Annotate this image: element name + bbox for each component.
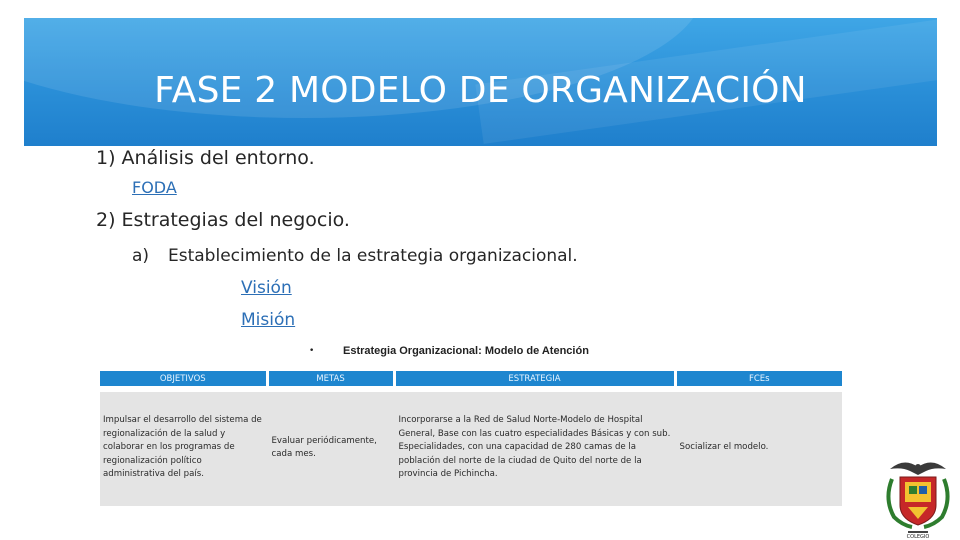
header-metas: METAS [267, 371, 394, 386]
logo-divider [908, 531, 928, 533]
school-logo [878, 455, 958, 540]
slide-title: FASE 2 MODELO DE ORGANIZACIÓN [154, 70, 807, 111]
item-estrategias-negocio: 2) Estrategias del negocio. [96, 209, 350, 231]
cell-estrategia: Incorporarse a la Red de Salud Norte-Modelo de Hospital General, Base con las cuatro especialidades Básicas y con sub. Especialidades, con una capacidad de 280 camas de la población del norte de la ciudad de Quito del norte de la provincia de Pichincha. [394, 392, 675, 504]
logo-caption: COLEGIO [906, 534, 930, 540]
item-analisis-entorno: 1) Análisis del entorno. [96, 147, 315, 169]
link-foda[interactable]: FODA [132, 178, 177, 197]
item-marker: a) [132, 246, 150, 266]
item-establecimiento-text: Establecimiento de la estrategia organizacional. [168, 246, 578, 266]
caption-bullet: • [309, 346, 315, 356]
header-fces: FCEs [675, 371, 842, 386]
cell-metas: Evaluar periódicamente, cada mes. [267, 392, 394, 504]
link-mision[interactable]: Misión [241, 310, 296, 330]
link-vision[interactable]: Visión [241, 278, 292, 298]
item-establecimiento [132, 246, 578, 266]
table-caption: Estrategia Organizacional: Modelo de Atención [343, 345, 589, 357]
header-objetivos: OBJETIVOS [100, 371, 267, 386]
cell-objetivos: Impulsar el desarrollo del sistema de regionalización de la salud y colaborar en los programas de regionalización político administrativa del país. [100, 392, 267, 504]
header-estrategia: ESTRATEGIA [394, 371, 675, 386]
strategy-table [100, 371, 842, 504]
shield-icon [900, 477, 936, 525]
eagle-icon [890, 462, 946, 475]
table-row [100, 392, 842, 504]
table-header-row [100, 371, 842, 386]
title-banner [24, 18, 937, 146]
cell-fces: Socializar el modelo. [679, 442, 769, 453]
